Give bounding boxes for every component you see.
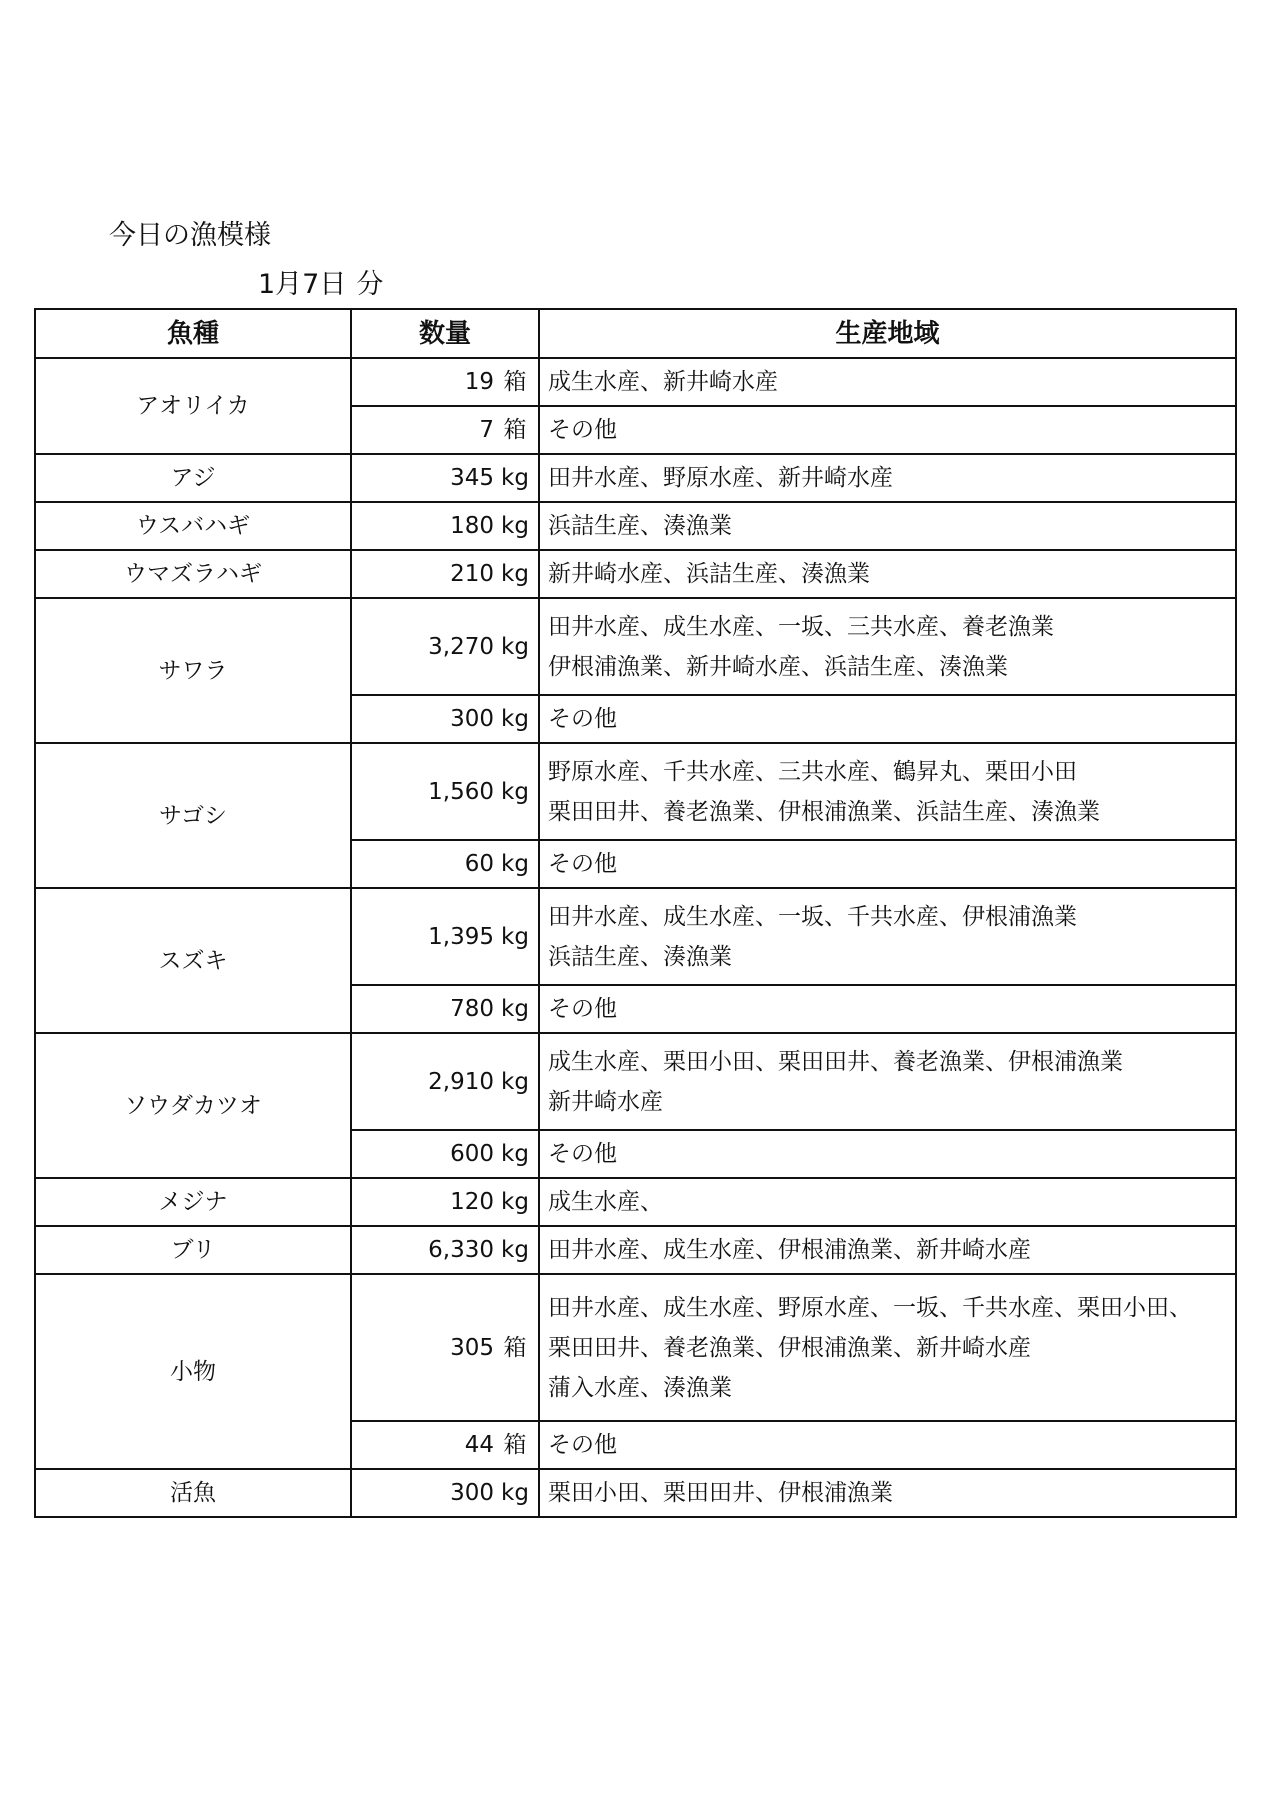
fish-cell: サゴシ xyxy=(35,743,351,888)
quantity-unit: kg xyxy=(501,513,529,539)
quantity-unit: kg xyxy=(501,465,529,491)
quantity-value: 345 xyxy=(450,465,494,491)
quantity-value: 19 xyxy=(464,369,494,395)
table-row xyxy=(35,743,1236,840)
area-cell xyxy=(539,406,1236,454)
area-line: その他 xyxy=(548,1432,617,1458)
catch-table xyxy=(34,308,1237,1518)
quantity-cell xyxy=(351,1274,539,1421)
quantity-cell xyxy=(351,454,539,502)
quantity-value: 300 xyxy=(450,1480,494,1506)
quantity-cell xyxy=(351,406,539,454)
area-line: その他 xyxy=(548,417,617,443)
area-line: 新井崎水産、浜詰生産、湊漁業 xyxy=(548,561,870,587)
area-cell xyxy=(539,1226,1236,1274)
quantity-cell xyxy=(351,1226,539,1274)
quantity-unit: kg xyxy=(501,851,529,877)
area-cell xyxy=(539,1130,1236,1178)
quantity-value: 600 xyxy=(450,1141,494,1167)
quantity-value: 6,330 xyxy=(428,1237,494,1263)
quantity-cell xyxy=(351,840,539,888)
quantity-unit: kg xyxy=(501,996,529,1022)
table-row xyxy=(35,598,1236,695)
fish-cell: ブリ xyxy=(35,1226,351,1274)
quantity-cell xyxy=(351,1469,539,1517)
table-row xyxy=(35,888,1236,985)
area-cell xyxy=(539,502,1236,550)
quantity-value: 2,910 xyxy=(428,1068,494,1095)
quantity-cell xyxy=(351,502,539,550)
table-row xyxy=(35,454,1236,502)
quantity-unit: kg xyxy=(501,923,529,950)
quantity-unit: kg xyxy=(501,1189,529,1215)
table-body xyxy=(35,358,1236,1517)
quantity-unit: 箱 xyxy=(503,1432,527,1458)
page-title: 今日の漁模様 xyxy=(109,220,271,251)
quantity-cell xyxy=(351,358,539,406)
area-line: その他 xyxy=(548,996,617,1022)
quantity-cell xyxy=(351,888,539,985)
fish-cell: 小物 xyxy=(35,1274,351,1469)
area-line: 栗田田井、養老漁業、伊根浦漁業、浜詰生産、湊漁業 xyxy=(548,798,1100,825)
table-row xyxy=(35,1469,1236,1517)
area-line: 田井水産、成生水産、一坂、三共水産、養老漁業 xyxy=(548,613,1054,640)
area-cell xyxy=(539,1178,1236,1226)
area-line: 田井水産、野原水産、新井崎水産 xyxy=(548,465,893,491)
quantity-value: 180 xyxy=(450,513,494,539)
area-line: その他 xyxy=(548,706,617,732)
quantity-value: 44 xyxy=(464,1432,494,1458)
quantity-unit: 箱 xyxy=(503,417,527,443)
quantity-unit: kg xyxy=(501,633,529,660)
table-row xyxy=(35,550,1236,598)
quantity-value: 3,270 xyxy=(428,633,494,660)
fish-cell: メジナ xyxy=(35,1178,351,1226)
quantity-value: 210 xyxy=(450,561,494,587)
quantity-unit: kg xyxy=(501,1141,529,1167)
area-cell xyxy=(539,358,1236,406)
area-cell xyxy=(539,1033,1236,1130)
header-fish: 魚種 xyxy=(35,309,351,358)
fish-cell: ソウダカツオ xyxy=(35,1033,351,1178)
area-line: 浜詰生産、湊漁業 xyxy=(548,943,732,970)
area-cell xyxy=(539,598,1236,695)
quantity-value: 60 xyxy=(464,851,494,877)
fish-cell: ウスバハギ xyxy=(35,502,351,550)
fish-cell: ウマズラハギ xyxy=(35,550,351,598)
area-cell xyxy=(539,840,1236,888)
area-line: 田井水産、成生水産、野原水産、一坂、千共水産、栗田小田、 xyxy=(548,1294,1192,1321)
header-area: 生産地域 xyxy=(539,309,1236,358)
quantity-unit: kg xyxy=(501,1068,529,1095)
area-cell xyxy=(539,743,1236,840)
area-line: その他 xyxy=(548,1141,617,1167)
quantity-unit: kg xyxy=(501,1237,529,1263)
area-cell xyxy=(539,695,1236,743)
quantity-cell xyxy=(351,1033,539,1130)
quantity-cell xyxy=(351,1178,539,1226)
quantity-cell xyxy=(351,985,539,1033)
report-date xyxy=(258,265,393,305)
header-quantity: 数量 xyxy=(351,309,539,358)
fish-cell: アオリイカ xyxy=(35,358,351,454)
quantity-value: 1,395 xyxy=(428,923,494,950)
area-line: 新井崎水産 xyxy=(548,1088,663,1115)
area-line: 浜詰生産、湊漁業 xyxy=(548,513,732,539)
table-row xyxy=(35,358,1236,406)
area-line: 田井水産、成生水産、伊根浦漁業、新井崎水産 xyxy=(548,1237,1031,1263)
table-row xyxy=(35,1226,1236,1274)
quantity-cell xyxy=(351,743,539,840)
quantity-cell xyxy=(351,1421,539,1469)
quantity-value: 780 xyxy=(450,996,494,1022)
quantity-value: 120 xyxy=(450,1189,494,1215)
area-line: 成生水産、 xyxy=(548,1189,663,1215)
area-line: 野原水産、千共水産、三共水産、鶴昇丸、栗田小田 xyxy=(548,758,1077,785)
table-row xyxy=(35,1178,1236,1226)
area-line: 伊根浦漁業、新井崎水産、浜詰生産、湊漁業 xyxy=(548,653,1008,680)
area-cell xyxy=(539,1469,1236,1517)
quantity-unit: 箱 xyxy=(503,369,527,395)
quantity-cell xyxy=(351,695,539,743)
fish-cell: サワラ xyxy=(35,598,351,743)
area-line: その他 xyxy=(548,851,617,877)
quantity-value: 300 xyxy=(450,706,494,732)
table-row xyxy=(35,1033,1236,1130)
quantity-value: 305 xyxy=(450,1334,494,1361)
area-line: 栗田小田、栗田田井、伊根浦漁業 xyxy=(548,1480,893,1506)
quantity-unit: kg xyxy=(501,561,529,587)
fish-cell: 活魚 xyxy=(35,1469,351,1517)
area-cell xyxy=(539,1421,1236,1469)
area-line: 成生水産、栗田小田、栗田田井、養老漁業、伊根浦漁業 xyxy=(548,1048,1123,1075)
date-day: 1月7日 xyxy=(258,269,347,300)
area-line: 成生水産、新井崎水産 xyxy=(548,369,778,395)
area-cell xyxy=(539,1274,1236,1421)
area-line: 田井水産、成生水産、一坂、千共水産、伊根浦漁業 xyxy=(548,903,1077,930)
quantity-value: 7 xyxy=(479,417,494,443)
table-row xyxy=(35,1274,1236,1421)
quantity-cell xyxy=(351,550,539,598)
table-row xyxy=(35,502,1236,550)
area-cell xyxy=(539,550,1236,598)
area-line: 蒲入水産、湊漁業 xyxy=(548,1374,732,1401)
quantity-value: 1,560 xyxy=(428,778,494,805)
area-cell xyxy=(539,888,1236,985)
quantity-unit: kg xyxy=(501,778,529,805)
quantity-unit: 箱 xyxy=(503,1334,527,1361)
fish-cell: スズキ xyxy=(35,888,351,1033)
quantity-cell xyxy=(351,1130,539,1178)
date-suffix: 分 xyxy=(356,269,384,300)
quantity-unit: kg xyxy=(501,706,529,732)
area-cell xyxy=(539,985,1236,1033)
quantity-cell xyxy=(351,598,539,695)
area-cell xyxy=(539,454,1236,502)
table-header-row xyxy=(35,309,1236,358)
quantity-unit: kg xyxy=(501,1480,529,1506)
fish-cell: アジ xyxy=(35,454,351,502)
area-line: 栗田田井、養老漁業、伊根浦漁業、新井崎水産 xyxy=(548,1334,1031,1361)
